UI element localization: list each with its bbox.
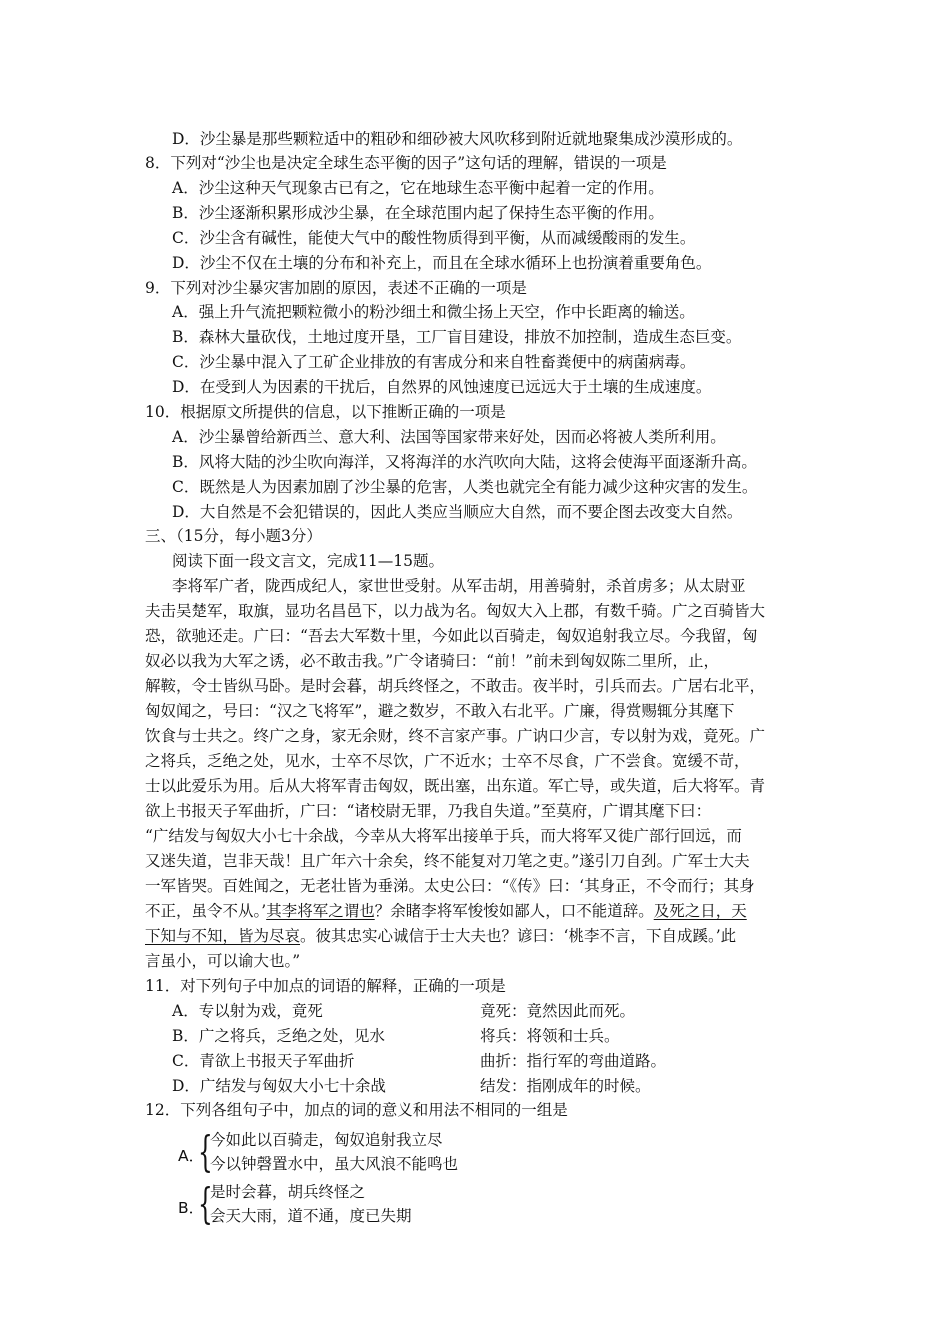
underlined-sentence: 其李将军之谓也 [266, 902, 375, 920]
q12-group-a [178, 1128, 518, 1178]
passage-line: 言虽小，可以谕大也。” [145, 952, 301, 970]
passage-line: 奴必以我为大军之诱，必不敢击我。”广令诸骑曰：“前！”前未到匈奴陈二里所，止， [145, 652, 720, 670]
q12-group-lines [210, 1180, 412, 1228]
q8-option-d: D．沙尘不仅在土壤的分布和补充上，而且在全球水循环上也扮演着重要角色。 [172, 254, 712, 272]
q10-stem: 10．根据原文所提供的信息，以下推断正确的一项是 [145, 403, 506, 421]
passage-line: 解鞍，令士皆纵马卧。是时会暮，胡兵终怪之，不敢击。夜半时，引兵而去。广居右北平， [145, 677, 766, 695]
section3-heading: 三、（15分，每小题3分） [145, 527, 322, 545]
q12-sentence: 会天大雨，道不通，度已失期 [210, 1207, 412, 1225]
q10-option-d: D．大自然是不会犯错误的，因此人类应当顺应大自然，而不要企图去改变大自然。 [172, 503, 743, 521]
passage-line: 士以此爱乐为用。后从大将军青击匈奴，既出塞，出东道。军亡导，或失道，后大将军。青 [145, 777, 766, 795]
q12-sentence: 是时会暮，胡兵终怪之 [210, 1183, 366, 1201]
q12-group-label: A． [178, 1147, 205, 1165]
q12-stem: 12．下列各组句子中，加点的词的意义和用法不相同的一组是 [145, 1101, 568, 1119]
passage-line: 恐，欲驰还走。广曰：“吾去大军数十里，今如此以百骑走，匈奴追射我立尽。今我留，匈 [145, 627, 758, 645]
q12-sentence: 今以钟磬置水中，虽大风浪不能鸣也 [210, 1155, 459, 1173]
q11-sentence: A．专以射为戏，竟死 [172, 1002, 323, 1020]
q11-sentence: D．广结发与匈奴大小七十余战 [172, 1077, 386, 1095]
q9-option-d: D．在受到人为因素的干扰后，自然界的风蚀速度已远远大于土壤的生成速度。 [172, 378, 712, 396]
q12-group-lines [210, 1128, 458, 1176]
passage-line: 饮食与士共之。终广之身，家无余财，终不言家产事。广讷口少言，专以射为戏，竟死。广 [145, 727, 766, 745]
q8-option-b: B．沙尘逐渐积累形成沙尘暴，在全球范围内起了保持生态平衡的作用。 [172, 204, 664, 222]
passage-line: 一军皆哭。百姓闻之，无老壮皆为垂涕。太史公曰：“《传》曰：‘其身正，不令而行；其身 [145, 877, 755, 895]
q10-option-b: B．风将大陆的沙尘吹向海洋，又将海洋的水汽吹向大陆，这将会使海平面逐渐升高。 [172, 453, 757, 471]
q12-group-b [178, 1180, 518, 1230]
q11-stem: 11．对下列句子中加点的词语的解释，正确的一项是 [145, 977, 506, 995]
passage-line: 之将兵，乏绝之处，见水，士卒不尽饮，广不近水；士卒不尽食，广不尝食。宽缓不苛， [145, 752, 750, 770]
passage-text: 。彼其忠实心诚信于士大夫也？谚曰：‘桃李不言，下自成蹊。’此 [300, 927, 737, 945]
q11-sentence: C．青欲上书报天子军曲折 [172, 1052, 355, 1070]
passage-line: “广结发与匈奴大小七十余战，今幸从大将军出接单于兵，而大将军又徙广部行回远，而 [145, 827, 742, 845]
q7-option-d: D．沙尘暴是那些颗粒适中的粗砂和细砂被大风吹移到附近就地聚集成沙漠形成的。 [172, 130, 743, 148]
q11-option-b [172, 1026, 792, 1046]
q11-option-a [172, 1001, 792, 1021]
q12-group-label: B． [178, 1199, 205, 1217]
passage-text: ？余睹李将军悛悛如鄙人，口不能道辞。 [374, 902, 654, 920]
q9-option-c: C．沙尘暴中混入了工矿企业排放的有害成分和来自牲畜粪便中的病菌病毒。 [172, 353, 696, 371]
q10-option-c: C．既然是人为因素加剧了沙尘暴的危害，人类也就完全有能力减少这种灾害的发生。 [172, 478, 758, 496]
q9-stem: 9．下列对沙尘暴灾害加剧的原因，表述不正确的一项是 [145, 279, 527, 297]
q12-sentence: 今如此以百骑走，匈奴追射我立尽 [210, 1131, 443, 1149]
q8-option-a: A．沙尘这种天气现象古已有之，它在地球生态平衡中起着一定的作用。 [172, 179, 664, 197]
q11-option-d [172, 1076, 792, 1096]
underlined-sentence: 及死之日，天 [653, 902, 747, 920]
q11-sentence: B．广之将兵，乏绝之处，见水 [172, 1027, 385, 1045]
passage-line: 匈奴闻之，号曰：“汉之飞将军”，避之数岁，不敢入右北平。广廉，得赏赐辄分其麾下 [145, 702, 735, 720]
q11-gloss: 将兵：将领和士兵。 [480, 1027, 620, 1045]
q8-stem: 8．下列对“沙尘也是决定全球生态平衡的因子”这句话的理解，错误的一项是 [145, 154, 667, 172]
q11-gloss: 竟死：竟然因此而死。 [480, 1002, 636, 1020]
q9-option-a: A．强上升气流把颗粒微小的粉沙细土和微尘扬上天空，作中长距离的输送。 [172, 303, 695, 321]
underlined-sentence: 下知与不知，皆为尽哀 [145, 927, 301, 945]
passage-text: 不正，虽令不从。’ [145, 902, 267, 920]
q11-gloss: 结发：指刚成年的时候。 [480, 1077, 651, 1095]
passage-line-underlined [145, 926, 736, 946]
brace-icon: { [198, 1127, 213, 1176]
brace-icon: { [198, 1179, 213, 1228]
q11-gloss: 曲折：指行军的弯曲道路。 [480, 1052, 667, 1070]
q8-option-c: C．沙尘含有碱性，能使大气中的酸性物质得到平衡，从而减缓酸雨的发生。 [172, 229, 696, 247]
passage-line: 李将军广者，陇西成纪人，家世世受射。从军击胡，用善骑射，杀首虏多；从太尉亚 [172, 577, 746, 595]
passage-line-underlined [145, 901, 747, 921]
q10-option-a: A．沙尘暴曾给新西兰、意大利、法国等国家带来好处，因而必将被人类所利用。 [172, 428, 726, 446]
passage-line: 欲上书报天子军曲折，广曰：“诸校尉无罪，乃我自失道。”至莫府，广谓其麾下曰： [145, 802, 712, 820]
q11-option-c [172, 1051, 792, 1071]
passage-line: 夫击吴楚军，取旗，显功名昌邑下，以力战为名。匈奴大入上郡，有数千骑。广之百骑皆大 [145, 602, 766, 620]
section3-instruction: 阅读下面一段文言文，完成11—15题。 [172, 552, 444, 570]
passage-line: 又迷失道，岂非天哉！且广年六十余矣，终不能复对刀笔之吏。”遂引刀自刭。广军士大夫 [145, 852, 750, 870]
q9-option-b: B．森林大量砍伐，土地过度开垦，工厂盲目建设，排放不加控制，造成生态巨变。 [172, 328, 742, 346]
